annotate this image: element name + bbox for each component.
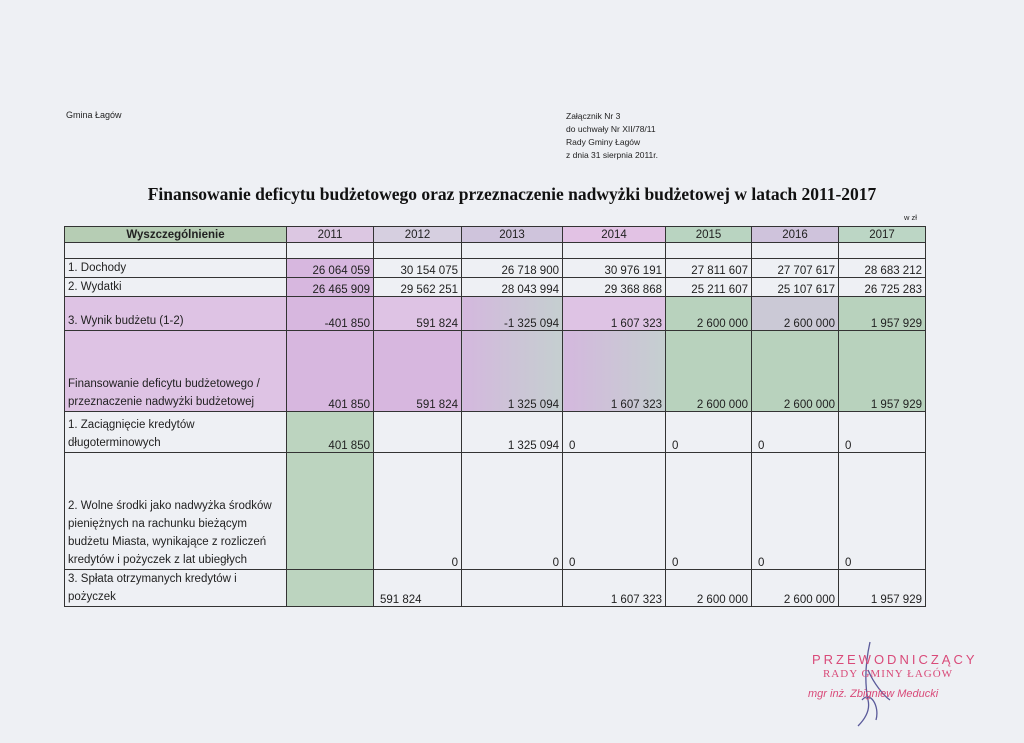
table-cell (287, 453, 374, 570)
table-cell: 1 957 929 (839, 297, 926, 331)
table-header-row (65, 227, 926, 243)
table-cell: 26 725 283 (839, 278, 926, 297)
table-cell: 29 562 251 (374, 278, 462, 297)
table-cell: 591 824 (374, 331, 462, 412)
table-cell: 28 043 994 (462, 278, 563, 297)
table-cell: 28 683 212 (839, 259, 926, 278)
table-cell: 0 (752, 453, 839, 570)
table-row (65, 570, 926, 607)
table-cell: 26 064 059 (287, 259, 374, 278)
table-cell: 27 707 617 (752, 259, 839, 278)
attachment-line: do uchwały Nr XII/78/11 (566, 124, 656, 134)
table-row (65, 259, 926, 278)
table-cell: 0 (666, 412, 752, 453)
table-cell: 2 600 000 (752, 297, 839, 331)
table-cell: 1 607 323 (563, 297, 666, 331)
row-label: Finansowanie deficytu budżetowego / przeznaczenie nadwyżki budżetowej (65, 331, 287, 412)
year-header: 2017 (839, 227, 926, 243)
attachment-line: Rady Gminy Łagów (566, 137, 641, 147)
table-row (65, 297, 926, 331)
unit-label: w zł (904, 213, 917, 222)
table-cell: 30 976 191 (563, 259, 666, 278)
table-cell: 30 154 075 (374, 259, 462, 278)
table-cell: 1 325 094 (462, 412, 563, 453)
municipality-name: Gmina Łagów (66, 110, 122, 120)
row-label: 2. Wolne środki jako nadwyżka środków pieniężnych na rachunku bieżącym budżetu Miasta, wynikające z rozliczeń kredytów i pożyczek z lat ubiegłych (65, 453, 287, 570)
column-header: Wyszczególnienie (65, 227, 287, 243)
stamp-title: PRZEWODNICZĄCY (812, 652, 978, 667)
year-header: 2013 (462, 227, 563, 243)
stamp-council: RADY GMINY ŁAGÓW (822, 668, 954, 680)
year-header: 2014 (563, 227, 666, 243)
signature-stamp (808, 652, 978, 700)
table-cell: 1 325 094 (462, 331, 563, 412)
table-row (65, 412, 926, 453)
table-cell: 27 811 607 (666, 259, 752, 278)
table-cell: 2 600 000 (752, 570, 839, 607)
table-cell: 0 (563, 453, 666, 570)
attachment-line: Załącznik Nr 3 (566, 111, 621, 121)
table-cell: 1 957 929 (839, 331, 926, 412)
document-title: Finansowanie deficytu budżetowego oraz przeznaczenie nadwyżki budżetowej w latach 2011-2017 (147, 184, 877, 204)
table-row (65, 453, 926, 570)
year-header: 2012 (374, 227, 462, 243)
table-cell: 0 (462, 453, 563, 570)
table-cell: 26 465 909 (287, 278, 374, 297)
attachment-line: z dnia 31 sierpnia 2011r. (566, 150, 658, 160)
year-header: 2011 (287, 227, 374, 243)
table-cell: 0 (839, 412, 926, 453)
year-header: 2016 (752, 227, 839, 243)
table-cell: 0 (666, 453, 752, 570)
row-label: 1. Zaciągnięcie kredytów długoterminowych (65, 412, 287, 453)
table-cell: 1 607 323 (563, 570, 666, 607)
table-cell: 0 (563, 412, 666, 453)
table-cell: -1 325 094 (462, 297, 563, 331)
table-cell: 25 107 617 (752, 278, 839, 297)
table-cell: 0 (752, 412, 839, 453)
table-cell (374, 412, 462, 453)
table-cell: 2 600 000 (752, 331, 839, 412)
budget-table (64, 226, 926, 607)
table-cell: -401 850 (287, 297, 374, 331)
table-cell: 591 824 (374, 297, 462, 331)
row-label: 3. Spłata otrzymanych kredytów i pożyczek (65, 570, 287, 607)
table-cell: 29 368 868 (563, 278, 666, 297)
table-cell (462, 570, 563, 607)
table-cell: 25 211 607 (666, 278, 752, 297)
table-cell: 26 718 900 (462, 259, 563, 278)
table-cell: 0 (839, 453, 926, 570)
table-cell: 2 600 000 (666, 570, 752, 607)
table-cell: 2 600 000 (666, 297, 752, 331)
row-label: 3. Wynik budżetu (1-2) (65, 297, 287, 331)
table-cell: 401 850 (287, 331, 374, 412)
spacer-row (65, 243, 926, 259)
stamp-name: mgr inż. Zbigniew Meducki (808, 688, 939, 700)
table-row (65, 331, 926, 412)
table-cell: 0 (374, 453, 462, 570)
row-label: 2. Wydatki (65, 278, 287, 297)
table-cell: 1 957 929 (839, 570, 926, 607)
attachment-note (566, 110, 658, 162)
table-cell: 2 600 000 (666, 331, 752, 412)
row-label: 1. Dochody (65, 259, 287, 278)
table-cell: 1 607 323 (563, 331, 666, 412)
table-cell (287, 570, 374, 607)
table-cell: 401 850 (287, 412, 374, 453)
year-header: 2015 (666, 227, 752, 243)
table-row (65, 278, 926, 297)
table-cell: 591 824 (374, 570, 462, 607)
